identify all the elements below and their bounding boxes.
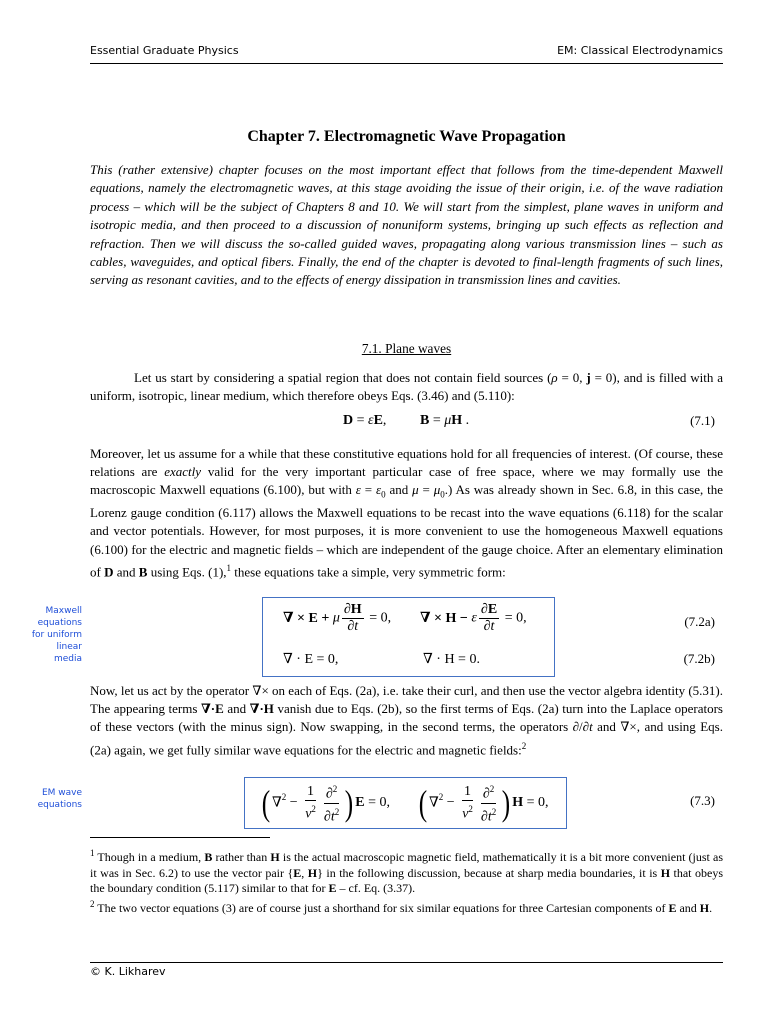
chapter-intro: This (rather extensive) chapter focuses on the most important effect that follows from the time-dependent Maxwell equations, namely the electromagnetic waves, at this stage avoiding the issue of their origin, i.e. of the wave radiation process – which will be the subject of Chapters 8 and 10. We will start from the simplest, plane waves in uniform and isotropic media, and then proceed to a discussion of nonuniform systems, bringing up such effects as reflection and refraction. Then we will discuss the so-called guided waves, propagating along various transmission lines – such as cables, waveguides, and optical fibers. Finally, the end of the chapter is devoted to final-length fragments of such lines, serving as resonant cavities, and to the effects of energy dissipation in transmission lines and cavities.: [90, 162, 723, 288]
paragraph-1: [90, 369, 723, 405]
margin-note-maxwell: Maxwell equations for uniform linear media: [31, 606, 82, 664]
footer-rule: [90, 962, 723, 963]
para1-text-c: = 0), and is filled with a uniform, isotropic, linear medium, which therefore obeys Eqs. (3.46) and (5.110):: [90, 370, 723, 404]
header-right: EM: Classical Electrodynamics: [557, 44, 723, 57]
margin-note-em-wave: EM wave equations: [37, 788, 82, 810]
para1-j: j: [586, 370, 591, 385]
eq72b-number: (7.2b): [683, 651, 715, 666]
eq71-right: B = μH .: [420, 413, 470, 428]
section-title-text: 7.1. Plane waves: [361, 341, 452, 356]
section-title: [90, 341, 723, 357]
para1-text-a: Let us start by considering a spatial region that does not contain field sources (: [134, 370, 552, 385]
eq71-left: D = εE,: [343, 413, 387, 428]
footnote-ref-1[interactable]: 1: [226, 562, 232, 573]
eq71-number: (7.1): [690, 413, 715, 428]
emphasis-exactly: exactly: [164, 464, 202, 480]
paragraph-3: Now, let us act by the operator ∇× on each of Eqs. (2a), i.e. take their curl, and then use the vector algebra identity (5.31). The appearing terms ∇·E and ∇·H vanish due to Eqs. (2b), so the first terms of Eqs. (2a) turn into the Laplace operators of these vectors (with the minus sign). Now swapping, in the second terms, the operators ∂/∂t and ∇×, and using Eqs. (2a) again, we get fully similar wave equations for the electric and magnetic fields:$^2$: [90, 683, 723, 757]
running-header: [90, 44, 723, 57]
paragraph-2: Moreover, let us assume for a while that these constitutive equations hold for all frequencies of interest. (Of course, these relations are exactly valid for the very important particular case of free space, where we may formally use the macroscopic Maxwell equations (6.100), but with $\varepsilon = \varepsilon_0$ and $\mu = \mu_0$.) As was already shown in Sec. 6.8, in this case, the Lorenz gauge condition (6.117) allows the Maxwell equations to be recast into the wave equations (6.118) for the scalar and vector potentials. However, for most purposes, it is more convenient to use the homogeneous Maxwell equations (6.100) for the electric and magnetic fields – which are independent of the gauge choice. After an elementary elimination of D and B using Eqs. (1),$^1$ these equations take a simple, very symmetric form:: [90, 446, 723, 580]
header-left: Essential Graduate Physics: [90, 44, 239, 57]
footnote-separator: [90, 837, 270, 838]
footnote-2: $^2$ The two vector equations (3) are of course just a shorthand for six similar equations for three Cartesian components of E and H.: [90, 899, 713, 915]
equation-7-2a: [90, 602, 723, 642]
para1-text-b: = 0,: [557, 370, 587, 385]
equation-7-3: [90, 781, 723, 823]
para1-rho: ρ: [551, 370, 558, 385]
footnote-1: $^1$ Though in a medium, B rather than H is the actual macroscopic magnetic field, mathematically it is a bit more convenient (just as it was in Sec. 6.2) to use the vector pair {E, H} in the following discussion, because at sharp media boundaries, it is H that obeys the boundary condition (5.117) similar to that for E – cf. Eq. (3.37).: [90, 848, 724, 896]
chapter-title: Chapter 7. Electromagnetic Wave Propagation: [247, 128, 566, 145]
eq72b-div-h: ∇ · H = 0.: [423, 652, 480, 667]
eq72a-curl-h: ∇ × H − ε $\frac{\partial E}{\partial t}$ = 0,: [420, 602, 527, 634]
header-rule: [90, 63, 723, 64]
eq73-h-wave: ( ∇$^2$ − $\frac{1}{v^2}$ $\frac{\partial^2}{\partial t^2}$ ) H = 0,: [417, 781, 549, 825]
eq73-number: (7.3): [690, 793, 715, 808]
eq72a-number: (7.2a): [684, 614, 715, 629]
footnote-ref-2[interactable]: 2: [521, 740, 527, 751]
eq72a-curl-e: ∇ × E + μ $\frac{\partial H}{\partial t}$ = 0,: [283, 602, 392, 634]
eq72b-div-e: ∇ · E = 0,: [283, 652, 339, 667]
eq73-e-wave: ( ∇$^2$ − $\frac{1}{v^2}$ $\frac{\partial^2}{\partial t^2}$ ) E = 0,: [260, 781, 390, 825]
footer-copyright: © K. Likharev: [90, 965, 166, 978]
